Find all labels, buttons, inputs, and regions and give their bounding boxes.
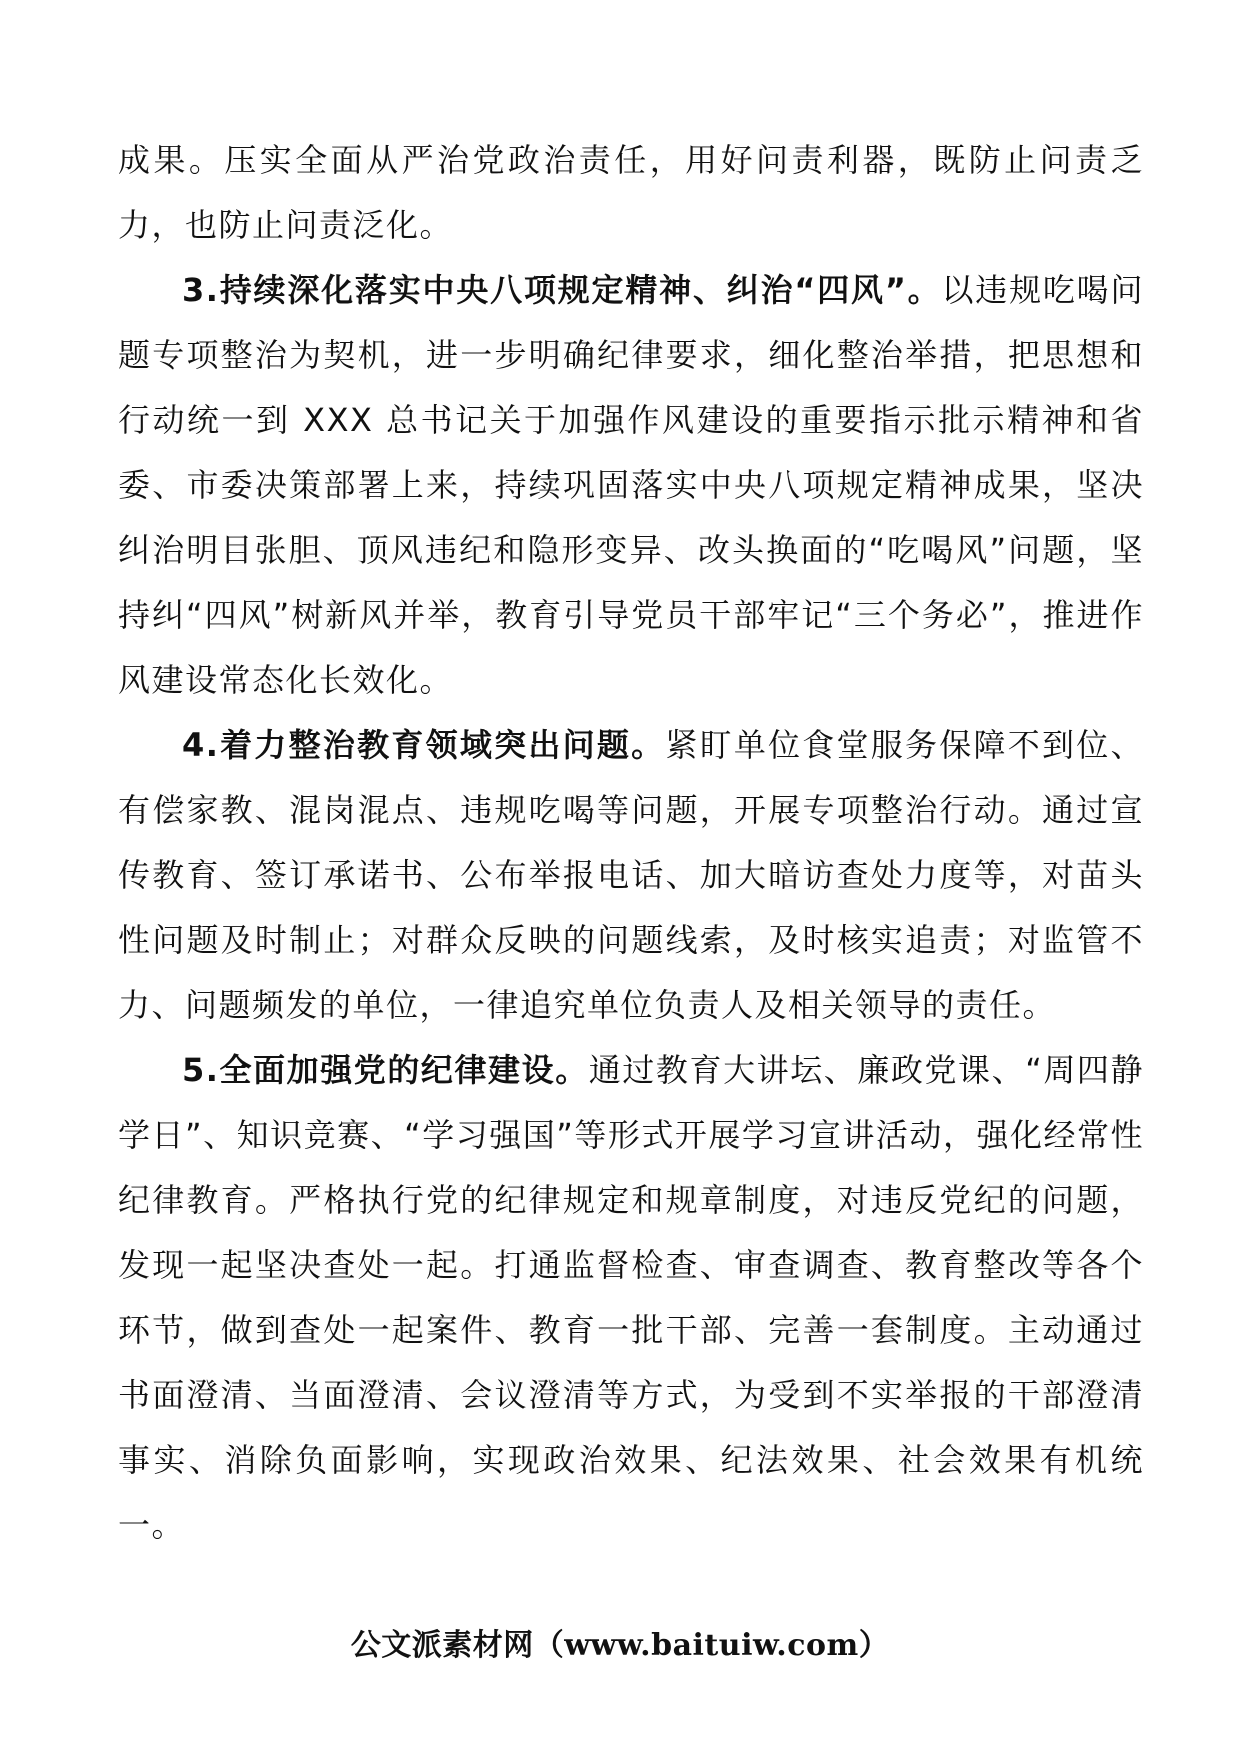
- paragraph-item-4: [118, 713, 1144, 1038]
- paragraph-heading: 4.着力整治教育领域突出问题。: [182, 726, 666, 764]
- paragraph-text: 通过教育大讲坛、廉政党课、“周四静学日”、知识竞赛、“学习强国”等形式开展学习宣讲活动，强化经常性纪律教育。严格执行党的纪律规定和规章制度，对违反党纪的问题，发现一起坚决查处一起。打通监督检查、审查调查、教育整改等各个环节，做到查处一起案件、教育一批干部、完善一套制度。主动通过书面澄清、当面澄清、会议澄清等方式，为受到不实举报的干部澄清事实、消除负面影响，实现政治效果、纪法效果、社会效果有机统一。: [118, 1051, 1144, 1544]
- paragraph-item-3: [118, 258, 1144, 713]
- document-body: [118, 128, 1144, 1558]
- paragraph-text: 成果。压实全面从严治党政治责任，用好问责利器，既防止问责乏力，也防止问责泛化。: [118, 141, 1144, 244]
- paragraph-heading: 3.持续深化落实中央八项规定精神、纠治“四风”。: [182, 271, 942, 309]
- paragraph-heading: 5.全面加强党的纪律建设。: [182, 1051, 589, 1089]
- page-footer-source: 公文派素材网（www.baituiw.com）: [350, 1628, 890, 1663]
- paragraph-continuation: [118, 128, 1144, 258]
- paragraph-text: 以违规吃喝问题专项整治为契机，进一步明确纪律要求，细化整治举措，把思想和行动统一到 XXX 总书记关于加强作风建设的重要指示批示精神和省委、市委决策部署上来，持续巩固落实中央八项规定精神成果，坚决纠治明目张胆、顶风违纪和隐形变异、改头换面的“吃喝风”问题，坚持纠“四风”树新风并举，教育引导党员干部牢记“三个务必”，推进作风建设常态化长效化。: [118, 271, 1144, 699]
- paragraph-text: 紧盯单位食堂服务保障不到位、有偿家教、混岗混点、违规吃喝等问题，开展专项整治行动。通过宣传教育、签订承诺书、公布举报电话、加大暗访查处力度等，对苗头性问题及时制止；对群众反映的问题线索，及时核实追责；对监管不力、问题频发的单位，一律追究单位负责人及相关领导的责任。: [118, 726, 1144, 1024]
- paragraph-item-5: [118, 1038, 1144, 1558]
